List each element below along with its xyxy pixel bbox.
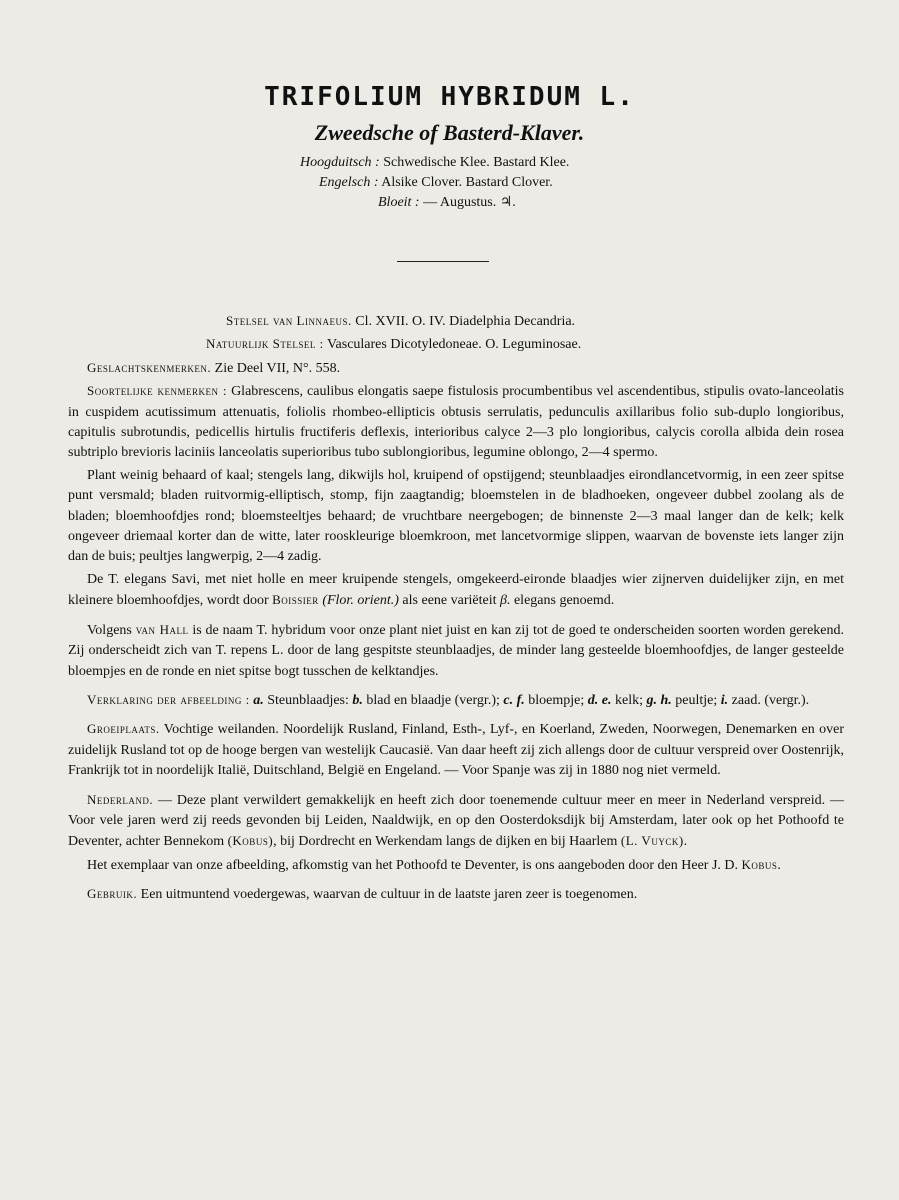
name-german: Hoogduitsch : Schwedische Klee. Bastard Klee.	[300, 155, 570, 170]
page-subtitle: Zweedsche of Basterd-Klaver.	[314, 120, 585, 145]
nederland: Nederland. — Deze plant verwildert gemakkelijk en heeft zich door toenemende cultuur meer en meer in Nederland verspreid. — Voor vele jaren werd zij reeds gevonden bij Leiden, Naaldwijk, en op den Oosterdoksdijk bij Amsterdam, later ook op het Pothoofd te Deventer, achter Bennekom (Kobus), bij Dordrecht en Werkendam langs de dijken en bij Haarlem (L. Vuyck).	[68, 791, 844, 850]
document-body	[68, 311, 844, 908]
title-divider	[397, 261, 489, 262]
plant-description: Plant weinig behaard of kaal; stengels lang, dikwijls hol, kruipend of opstijgend; steunblaadjes eirondlancetvormig, in een zeer spitse punt versmald; bladen ruitvormig-elliptisch, stomp, fijn zaagtandig; bloemstelen in de bladhoeken, ongeveer dubbel zoolang als de bladen; bloemhoofdjes rond; bloemsteeltjes behaard; de vruchtbare neergebogen; de binnenste 2—3 maal langer dan de kelk; kelk ongeveer driemaal korter dan de witte, later rooskleurige bloemkroon, met lancetvormige slippen, waarvan de bovenste iets langer zijn dan de buis; peultjes langwerpig, 2—4 zadig.	[68, 467, 844, 565]
natuurlijk-stelsel: Natuurlijk Stelsel : Vasculares Dicotyledoneae. O. Leguminosae.	[206, 336, 582, 353]
exemplaar: Het exemplaar van onze afbeelding, afkomstig van het Pothoofd te Deventer, is ons aangeboden door den Heer J. D. Kobus.	[87, 856, 781, 873]
soortelijke-kenmerken: Soortelijke kenmerken : Glabrescens, caulibus elongatis saepe fistulosis procumbentibus vel ascendentibus, stipulis ovato-lanceolatis in cuspidem acutissimum attenuatis, foliolis rhombeo-ellipticis obtusis serrulatis, pedunculis axillaribus folio sub-duplo longioribus, capitulis subrotundis, pedicellis hirtulis fructiferis deflexis, interioribus calyce 2—3 plo longioribus, calycis corolla albida dein rosea subtriplo brevioris laciniis lanceolatis superioribus tubo sublongioribus, legumine oblongo, 2—4 spermo.	[68, 383, 845, 461]
stelsel-linnaeus: Stelsel van Linnaeus. Cl. XVII. O. IV. Diadelphia Decandria.	[226, 313, 576, 329]
page-title: TRIFOLIUM HYBRIDUM L.	[264, 82, 635, 112]
flowering-time: Bloeit : — Augustus. ♃.	[378, 195, 516, 210]
groeiplaats: Groeiplaats. Vochtige weilanden. Noordelijk Rusland, Finland, Esth-, Lyf-, en Koerland, Zweden, Noorwegen, Denemarken en over zuidelijk Rusland tot op de hooge bergen van westelijk Caucasië. Van daar heeft zij zich allengs door de cultuur verspreid over Oostenrijk, Frankrijk tot in noordelijk Italië, Duitschland, België en Engeland. — Voor Spanje was zij in 1880 nog niet vermeld.	[68, 721, 844, 779]
gebruik: Gebruik. Een uitmuntend voedergewas, waarvan de cultuur in de laatste jaren zeer is toegenomen.	[87, 886, 638, 903]
common-names	[300, 153, 569, 213]
elegans-paragraph: De T. elegans Savi, met niet holle en meer kruipende stengels, omgekeerd-eironde blaadjes wier zijnerven duidelijker zijn, en met kleinere bloemhoofdjes, wordt door Boissier (Flor. orient.) als eene variëteit β. elegans genoemd.	[68, 571, 844, 609]
verklaring-afbeelding: Verklaring der afbeelding : a. Steunblaadjes: b. blad en blaadje (vergr.); c. f. bloempje; d. e. kelk; g. h. peultje; i. zaad. (vergr.).	[87, 691, 810, 708]
van-hall-paragraph: Volgens van Hall is de naam T. hybridum voor onze plant niet juist en kan zij tot de goed te onderscheiden soorten worden gerekend. Zij onderscheidt zich van T. repens L. door de lang gespitste steunblaadjes, de minder lang gesteelde bloemhoofdjes, de langer gesteelde bloempjes en de ronde en niet spitse bogt tusschen de kelktandjes.	[68, 621, 844, 679]
geslachtskenmerken: Geslachtskenmerken. Zie Deel VII, N°. 558.	[87, 359, 341, 376]
name-english: Engelsch : Alsike Clover. Bastard Clover.	[319, 175, 553, 190]
